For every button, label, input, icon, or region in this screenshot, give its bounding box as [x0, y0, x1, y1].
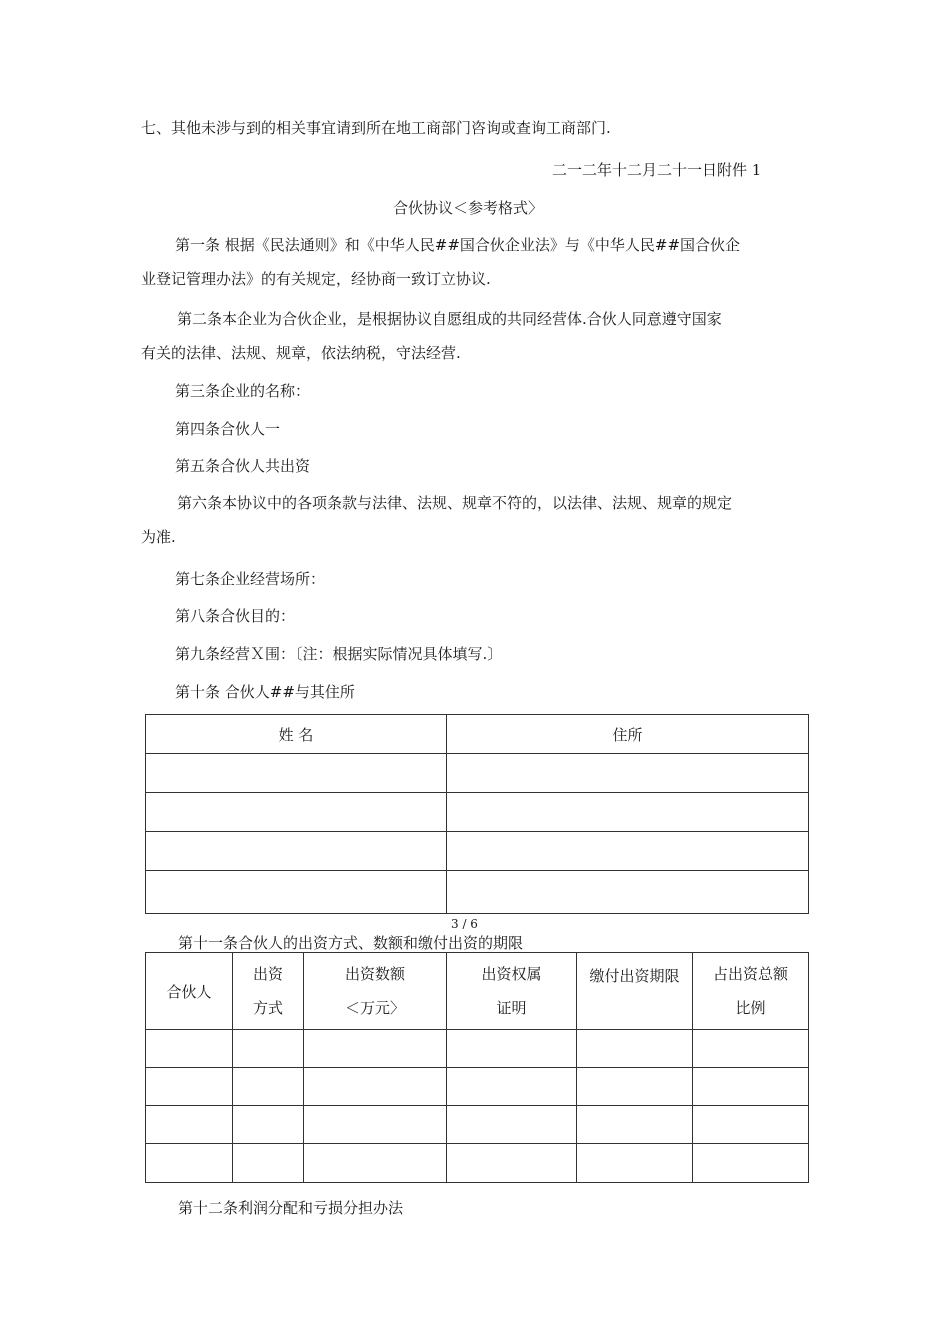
table-cell[interactable]: [447, 1106, 577, 1144]
article-1-line-1: 第一条 根据《民法通则》和《中华人民##国合伙企业法》与《中华人民##国合伙企: [175, 236, 741, 254]
article-6-line-1: 第六条本协议中的各项条款与法律、法规、规章不符的，以法律、法规、规章的规定: [177, 494, 733, 512]
table-cell[interactable]: [693, 1030, 809, 1068]
article-11: 第十一条合伙人的出资方式、数额和缴付出资的期限: [178, 934, 524, 952]
table-cell[interactable]: [447, 1068, 577, 1106]
article-2-line-2: 有关的法律、法规、规章，依法纳税，守法经营.: [141, 344, 461, 362]
table-row: [146, 1106, 809, 1144]
header-payment-deadline-label: 缴付出资期限: [589, 967, 680, 985]
table-cell[interactable]: [577, 1030, 693, 1068]
table-cell[interactable]: [577, 1068, 693, 1106]
table-cell[interactable]: [304, 1030, 447, 1068]
table-header-row: [146, 953, 809, 1030]
article-4: 第四条合伙人一: [175, 420, 281, 438]
article-5: 第五条合伙人共出资: [175, 457, 311, 475]
contribution-table: [145, 952, 809, 1183]
article-2: [141, 309, 813, 363]
table-cell[interactable]: [447, 871, 809, 914]
article-8: 第八条合伙目的：: [175, 607, 296, 625]
header-ownership-line-2: 证明: [496, 999, 527, 1017]
header-address: 住所: [447, 715, 809, 754]
date-attachment-line: 二一二年十二月二十一日附件 1: [552, 161, 762, 179]
header-name: 姓 名: [146, 715, 447, 754]
table-cell[interactable]: [146, 832, 447, 871]
table-cell[interactable]: [146, 1030, 233, 1068]
table-cell[interactable]: [304, 1106, 447, 1144]
table-cell[interactable]: [447, 1030, 577, 1068]
table-cell[interactable]: [693, 1144, 809, 1183]
table-row: [146, 1030, 809, 1068]
table-cell[interactable]: [146, 871, 447, 914]
header-amount: [304, 953, 447, 1030]
header-amount-line-2: ＜万元〉: [344, 999, 405, 1017]
table-cell[interactable]: [233, 1106, 304, 1144]
header-method: [233, 953, 304, 1030]
table-cell[interactable]: [146, 1068, 233, 1106]
table-cell[interactable]: [304, 1144, 447, 1183]
header-share-line-1: 占出资总额: [712, 965, 788, 983]
header-payment-deadline: [577, 953, 693, 1030]
article-3: 第三条企业的名称：: [175, 382, 311, 400]
header-share-line-2: 比例: [735, 999, 766, 1017]
table-cell[interactable]: [693, 1106, 809, 1144]
table-cell[interactable]: [577, 1106, 693, 1144]
article-6: [141, 493, 813, 547]
table-row: [146, 1144, 809, 1183]
header-method-line-1: 出资: [252, 965, 283, 983]
article-1-line-2: 业登记管理办法》的有关规定，经协商一致订立协议.: [141, 270, 491, 288]
article-6-line-2: 为准.: [141, 528, 176, 546]
table-cell[interactable]: [146, 1144, 233, 1183]
table-cell[interactable]: [447, 793, 809, 832]
page-number: 3 / 6: [451, 917, 478, 931]
partner-address-table: [145, 714, 809, 914]
table-header-row: [146, 715, 809, 754]
article-12: 第十二条利润分配和亏损分担办法: [178, 1199, 404, 1217]
table-row: [146, 832, 809, 871]
article-9: 第九条经营Ｘ围：〔注：根据实际情况具体填写.〕: [175, 645, 503, 663]
article-7: 第七条企业经营场所：: [175, 570, 326, 588]
table-row: [146, 1068, 809, 1106]
table-cell[interactable]: [146, 1106, 233, 1144]
table-cell[interactable]: [146, 793, 447, 832]
header-method-line-2: 方式: [252, 999, 283, 1017]
header-amount-line-1: 出资数额: [344, 965, 405, 983]
table-cell[interactable]: [447, 754, 809, 793]
table-cell[interactable]: [146, 754, 447, 793]
table-cell[interactable]: [693, 1068, 809, 1106]
header-partner-label: 合伙人: [166, 982, 212, 1001]
header-partner: [146, 953, 233, 1030]
document-title: 合伙协议＜参考格式〉: [393, 199, 544, 217]
header-share-ratio: [693, 953, 809, 1030]
table-row: [146, 871, 809, 914]
article-2-line-1: 第二条本企业为合伙企业，是根据协议自愿组成的共同经营体.合伙人同意遵守国家: [177, 310, 722, 328]
article-10: 第十条 合伙人##与其住所: [175, 683, 355, 701]
table-cell[interactable]: [577, 1144, 693, 1183]
table-cell[interactable]: [447, 1144, 577, 1183]
item-7-text: 七、其他未涉与到的相关事宜请到所在地工商部门咨询或查询工商部门.: [141, 119, 611, 137]
table-cell[interactable]: [233, 1030, 304, 1068]
table-cell[interactable]: [233, 1068, 304, 1106]
table-cell[interactable]: [233, 1144, 304, 1183]
table-cell[interactable]: [304, 1068, 447, 1106]
header-ownership-line-1: 出资权属: [481, 965, 542, 983]
table-row: [146, 754, 809, 793]
table-cell[interactable]: [447, 832, 809, 871]
header-ownership-proof: [447, 953, 577, 1030]
article-1: [141, 235, 813, 289]
table-row: [146, 793, 809, 832]
